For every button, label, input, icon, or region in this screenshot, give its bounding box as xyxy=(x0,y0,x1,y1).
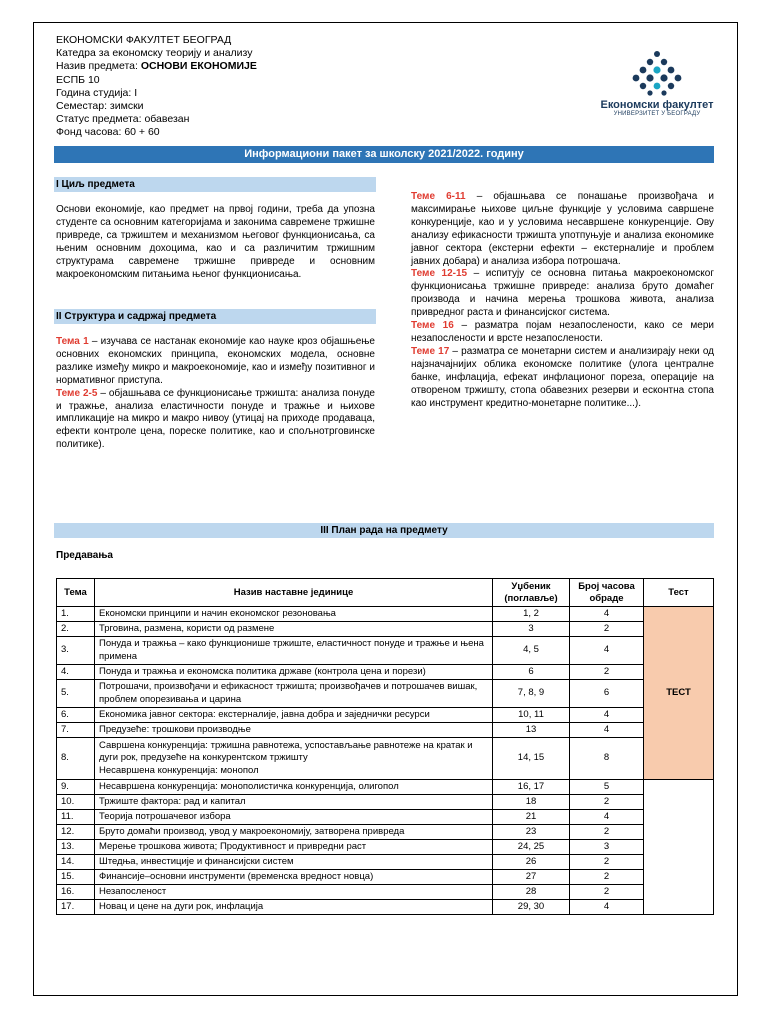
table-row xyxy=(57,855,714,870)
table-row xyxy=(57,723,714,738)
topic-text: – објашњава се понашање произвођача и максимирање њихове циљне функције у условима савршене конкуренције, као и у условима несавршене конкуренције. Ову анализу ефикасности тржишта употпуњује и анализа економике јавног сектора (екстерни ефекти – екстерналије и проблем јавних добара) и анализа избора потрошача. xyxy=(411,191,714,267)
table-row xyxy=(57,708,714,723)
row-hours: 4 xyxy=(570,637,644,665)
course-header xyxy=(56,34,257,140)
row-book: 16, 17 xyxy=(493,780,570,795)
row-book: 1, 2 xyxy=(493,607,570,622)
row-book: 27 xyxy=(493,870,570,885)
semester: Семестар: зимски xyxy=(56,100,144,113)
row-hours: 2 xyxy=(570,870,644,885)
row-number: 6. xyxy=(57,708,95,723)
row-unit-name: Понуда и тражња – како функционише тржиште, еластичност понуде и тражње и њена примена xyxy=(95,637,493,665)
row-number: 1. xyxy=(57,607,95,622)
study-year: Година студија: I xyxy=(56,86,138,99)
section-structure-title: II Структура и садржај предмета xyxy=(54,309,376,324)
table-row xyxy=(57,825,714,840)
row-number: 12. xyxy=(57,825,95,840)
row-book: 3 xyxy=(493,622,570,637)
row-hours: 2 xyxy=(570,855,644,870)
col-test-header: Тест xyxy=(644,579,714,607)
topic-item xyxy=(56,336,375,388)
test-cell: ТЕСТ xyxy=(644,607,714,780)
table-row xyxy=(57,665,714,680)
table-row xyxy=(57,637,714,665)
col-name-header: Назив наставне јединице xyxy=(95,579,493,607)
row-book: 10, 11 xyxy=(493,708,570,723)
row-unit-name: Понуда и тражња и економска политика државе (контрола цена и порези) xyxy=(95,665,493,680)
row-unit-name: Предузеће: трошкови производње xyxy=(95,723,493,738)
course-label: Назив предмета: xyxy=(56,60,141,73)
table-row xyxy=(57,870,714,885)
row-hours: 2 xyxy=(570,885,644,900)
table-row xyxy=(57,810,714,825)
department-name: Катедра за економску теорију и анализу xyxy=(56,47,253,60)
row-number: 5. xyxy=(57,680,95,708)
row-unit-name: Теорија потрошачевог избора xyxy=(95,810,493,825)
col-topic-header: Тема xyxy=(57,579,95,607)
row-hours: 4 xyxy=(570,708,644,723)
logo-subtitle: УНИВЕРЗИТЕТ У БЕОГРАДУ xyxy=(613,111,701,117)
topic-text: – објашњава се функционисање тржишта: анализа понуде и тражње, анализа еластичности понуде и тражње и њихове импликације на микро и макро нивоу (утицај на приходе продаваца, ефекти контроле цена, пореске политике, као и спољнотрговинске политике). xyxy=(56,387,375,451)
course-status: Статус предмета: обавезан xyxy=(56,113,190,126)
row-hours: 4 xyxy=(570,900,644,915)
topic-label: Теме 16 xyxy=(411,320,454,332)
course-name: ОСНОВИ ЕКОНОМИЈЕ xyxy=(140,60,257,73)
row-number: 16. xyxy=(57,885,95,900)
row-unit-name: Потрошачи, произвођачи и ефикасност тржишта; произвођачев и потрошачев вишак, проблем опорезивања и царина xyxy=(95,680,493,708)
table-row xyxy=(57,900,714,915)
row-book: 21 xyxy=(493,810,570,825)
row-number: 11. xyxy=(57,810,95,825)
row-book: 13 xyxy=(493,723,570,738)
row-number: 8. xyxy=(57,738,95,780)
table-row xyxy=(57,680,714,708)
row-unit-name: Незапосленост xyxy=(95,885,493,900)
col-hours-header: Број часова обраде xyxy=(570,579,644,607)
col-book-header: Уџбеник (поглавље) xyxy=(493,579,570,607)
row-book: 23 xyxy=(493,825,570,840)
row-unit-name xyxy=(95,738,493,780)
row-hours: 4 xyxy=(570,810,644,825)
topic-text: – испитују се основна питања макроекономског функционисања тржишне привреде: анализа бруто домаћег производа и начина мерења трошкова живота, анализа привредног раста и финансијског система. xyxy=(411,268,714,319)
row-number: 4. xyxy=(57,665,95,680)
row-hours: 2 xyxy=(570,825,644,840)
row-hours: 5 xyxy=(570,780,644,795)
row-unit-name: Тржиште фактора: рад и капитал xyxy=(95,795,493,810)
empty-test-cell xyxy=(644,780,714,915)
row-unit-name-part1: Савршена конкуренција: тржишна равнотежа, успостављање равнотеже на кратак и дуги рок, предузеће на конкурентском тржишту xyxy=(99,739,473,764)
topic-label: Теме 6-11 xyxy=(411,191,466,202)
ects: ЕСПБ 10 xyxy=(56,73,100,86)
row-number: 7. xyxy=(57,723,95,738)
row-number: 2. xyxy=(57,622,95,637)
faculty-logo xyxy=(597,50,717,122)
logo-name: Економски факултет xyxy=(600,99,714,111)
lectures-subtitle: Предавања xyxy=(56,550,113,561)
row-hours: 4 xyxy=(570,723,644,738)
row-book: 24, 25 xyxy=(493,840,570,855)
row-unit-name: Трговина, размена, користи од размене xyxy=(95,622,493,637)
info-banner: Информациони пакет за школску 2021/2022. годину xyxy=(54,146,714,163)
row-unit-name: Несавршена конкуренција: монополистичка конкуренција, олигопол xyxy=(95,780,493,795)
topic-label: Теме 2-5 xyxy=(56,387,98,399)
table-row xyxy=(57,795,714,810)
structure-right-column xyxy=(411,191,714,410)
topic-item xyxy=(411,268,714,320)
row-hours: 2 xyxy=(570,665,644,680)
row-book: 26 xyxy=(493,855,570,870)
topic-label: Тема 1 xyxy=(56,336,89,347)
row-book: 7, 8, 9 xyxy=(493,680,570,708)
dots-logo-icon xyxy=(628,50,686,96)
row-book: 14, 15 xyxy=(493,738,570,780)
row-hours: 2 xyxy=(570,795,644,810)
row-unit-name: Финансије–основни инструменти (временска вредност новца) xyxy=(95,870,493,885)
row-unit-name: Штедња, инвестиције и финансијски систем xyxy=(95,855,493,870)
course-name-line xyxy=(56,60,257,73)
row-number: 15. xyxy=(57,870,95,885)
row-hours: 6 xyxy=(570,680,644,708)
topic-item xyxy=(411,191,714,268)
lecture-plan-table xyxy=(56,578,714,915)
row-book: 4, 5 xyxy=(493,637,570,665)
row-book: 6 xyxy=(493,665,570,680)
row-book: 29, 30 xyxy=(493,900,570,915)
table-row xyxy=(57,622,714,637)
row-hours: 3 xyxy=(570,840,644,855)
topic-text: – разматра се монетарни систем и анализирају неки од најзначајнијих облика економске политике (улога централне банке, инфлација, ефекат инфлационог пореза, операције на отвореном тржишту, стопа обавезних резерви и есконтна стопа као инструмент кредитно-монетарне политике...). xyxy=(411,345,714,409)
row-unit-name: Економски принципи и начин економског резоновања xyxy=(95,607,493,622)
topic-item xyxy=(56,388,375,453)
row-number: 14. xyxy=(57,855,95,870)
row-hours: 4 xyxy=(570,607,644,622)
topic-text: – изучава се настанак економије као науке кроз објашњење основних економских принципа, економских модела, основне разлике између микро и макроекономије, као и између позитивног и нормативног приступа. xyxy=(56,336,375,386)
section-goal-text: Основи економије, као предмет на првој години, треба да упозна студенте са основним категоријама и законима савремене тржишне привреде, са тржиштем и механизмом његовог функционисања, са њеним основним дохоцима, као и са различитим тржишним структурама савремене тржишне привреде и основним макроекономским питањима њеног функционисања. xyxy=(56,204,375,280)
row-number: 9. xyxy=(57,780,95,795)
table-row xyxy=(57,885,714,900)
row-number: 17. xyxy=(57,900,95,915)
section-plan-title: III План рада на предмету xyxy=(54,523,714,538)
table-row xyxy=(57,607,714,622)
row-unit-name: Бруто домаћи производ, увод у макроекономију, затворена привреда xyxy=(95,825,493,840)
topic-item xyxy=(411,320,714,346)
table-header-row xyxy=(57,579,714,607)
table-row xyxy=(57,738,714,780)
topic-label: Теме 17 xyxy=(411,345,450,357)
row-unit-name: Економика јавног сектора: екстерналије, јавна добра и заједнички ресурси xyxy=(95,708,493,723)
topic-label: Теме 12-15 xyxy=(411,268,468,280)
table-row xyxy=(57,840,714,855)
row-unit-name: Новац и цене на дуги рок, инфлација xyxy=(95,900,493,915)
row-hours: 8 xyxy=(570,738,644,780)
hours-fund: Фонд часова: 60 + 60 xyxy=(56,126,160,139)
faculty-name: ЕКОНОМСКИ ФАКУЛТЕТ БЕОГРАД xyxy=(56,34,232,46)
row-book: 18 xyxy=(493,795,570,810)
row-number: 13. xyxy=(57,840,95,855)
topic-text: – разматра појам незапослености, како се мери незапослености и врсте незапослености. xyxy=(411,320,714,344)
row-unit-name: Мерење трошкова живота; Продуктивност и привредни раст xyxy=(95,840,493,855)
structure-left-column xyxy=(56,336,375,452)
row-unit-name-part2: Несавршена конкуренција: монопол xyxy=(99,764,259,776)
row-hours: 2 xyxy=(570,622,644,637)
topic-item xyxy=(411,346,714,411)
row-number: 3. xyxy=(57,637,95,665)
section-goal-title: I Циљ предмета xyxy=(54,177,376,192)
table-row xyxy=(57,780,714,795)
row-number: 10. xyxy=(57,795,95,810)
row-book: 28 xyxy=(493,885,570,900)
